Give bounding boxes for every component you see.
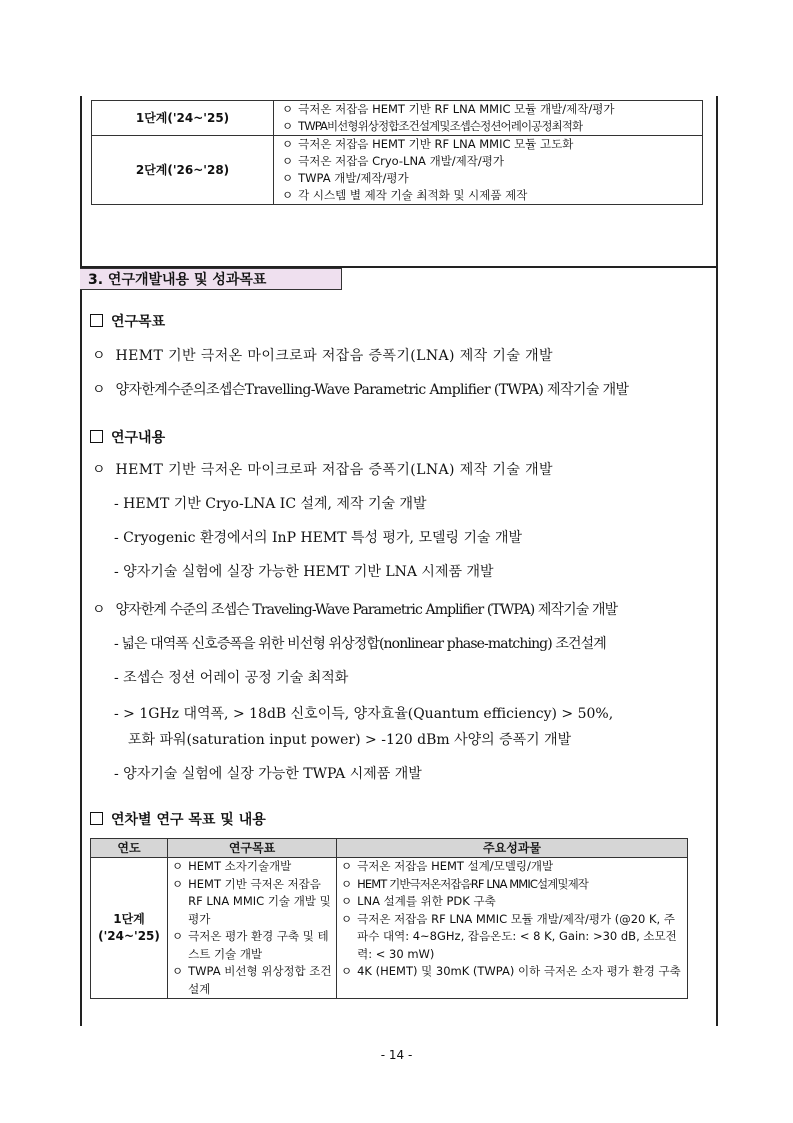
list-item: ㅇ HEMT 기반 극저온 저잡음 RF LNA MMIC 기술 개발 및 평가	[172, 876, 331, 926]
goals-title: 연구목표	[90, 312, 165, 332]
content-subitem: - 양자기술 실험에 실장 가능한 HEMT 기반 LNA 시제품 개발	[114, 564, 494, 580]
column-header: 주요성과물	[337, 839, 688, 858]
phase-table	[91, 100, 703, 205]
goal-item: ㅇ 양자한계수준의조셉슨Travelling-Wave Parametric Amplifier (TWPA) 제작기술 개발	[92, 382, 629, 398]
list-item: ㅇ 극저온 평가 환경 구축 및 테스트 기술 개발	[172, 929, 329, 961]
content-subitem: - 양자기술 실험에 실장 가능한 TWPA 시제품 개발	[114, 766, 422, 782]
content-subitem: - 조셉슨 정션 어레이 공정 기술 최적화	[114, 670, 349, 686]
yearly-table	[90, 838, 688, 999]
content-subitem: 포화 파워(saturation input power) > -120 dBm 사양의 증폭기 개발	[128, 732, 572, 748]
list-item: ㅇ 극저온 저잡음 HEMT 설계/모델링/개발	[341, 859, 554, 873]
table-row	[92, 136, 703, 205]
list-item: ㅇ 각 시스템 별 제작 기술 최적화 및 시제품 제작	[282, 188, 528, 202]
list-item: ㅇ HEMT 기반극저온저잡음RF LNA MMIC설계및제작	[341, 876, 588, 891]
page-border-right	[716, 96, 718, 1026]
content-item: ㅇ 양자한계 수준의 조셉슨 Traveling-Wave Parametric Amplifier (TWPA) 제작기술 개발	[92, 602, 618, 618]
content-subitem: - Cryogenic 환경에서의 InP HEMT 특성 평가, 모델링 기술 개발	[114, 530, 523, 546]
yearly-title: 연차별 연구 목표 및 내용	[90, 810, 266, 830]
phase-cell: 1단계('24~'25)	[92, 101, 274, 136]
outputs-cell	[337, 858, 688, 999]
content-item: ㅇ HEMT 기반 극저온 마이크로파 저잡음 증폭기(LNA) 제작 기술 개발	[92, 462, 553, 478]
content-subitem: - 넓은 대역폭 신호증폭을 위한 비선형 위상정합(nonlinear phase-matching) 조건설계	[114, 636, 606, 652]
page-border-left	[80, 96, 82, 1026]
content-subitem: - > 1GHz 대역폭, > 18dB 신호이득, 양자효율(Quantum efficiency) > 50%,	[114, 706, 614, 722]
checkbox-square-icon	[90, 314, 103, 327]
list-item: ㅇ 극저온 저잡음 Cryo-LNA 개발/제작/평가	[282, 154, 504, 168]
contents-title: 연구내용	[90, 428, 165, 448]
table-row	[91, 858, 688, 999]
list-item: ㅇ LNA 설계를 위한 PDK 구축	[341, 894, 496, 908]
goal-item: ㅇ HEMT 기반 극저온 마이크로파 저잡음 증폭기(LNA) 제작 기술 개발	[92, 348, 553, 364]
list-item: ㅇ TWPA비선형위상정합조건설계및조셉슨정션어레이공정최적화	[282, 119, 583, 133]
checkbox-square-icon	[90, 430, 103, 443]
column-header: 연구목표	[168, 839, 337, 858]
column-header: 연도	[91, 839, 168, 858]
content-subitem: - HEMT 기반 Cryo-LNA IC 설계, 제작 기술 개발	[114, 496, 427, 512]
list-item: ㅇ TWPA 개발/제작/평가	[282, 171, 409, 185]
list-item: ㅇ 극저온 저잡음 HEMT 기반 RF LNA MMIC 모듈 개발/제작/평가	[282, 102, 615, 116]
phase-cell: 2단계('26~'28)	[92, 136, 274, 205]
section-heading: 3. 연구개발내용 및 성과목표	[80, 268, 342, 290]
list-item: ㅇ 극저온 저잡음 HEMT 기반 RF LNA MMIC 모듈 고도화	[282, 137, 574, 151]
page-number: - 14 -	[380, 1048, 413, 1062]
table-row	[92, 101, 703, 136]
list-item: ㅇ TWPA 비선형 위상정합 조건 설계	[172, 964, 332, 996]
list-item: ㅇ HEMT 소자기술개발	[172, 859, 292, 873]
goals-cell	[168, 858, 337, 999]
table-header-row	[91, 839, 688, 858]
list-item: ㅇ 극저온 저잡음 RF LNA MMIC 모듈 개발/제작/평가 (@20 K, 주파수 대역: 4~8GHz, 잡음온도: < 8 K, Gain: >30 dB, 소모전력: < 30 mW)	[341, 911, 677, 961]
phase-cell: 1단계 ('24~'25)	[91, 858, 168, 999]
list-item: ㅇ 4K (HEMT) 및 30mK (TWPA) 이하 극저온 소자 평가 환경 구축	[341, 964, 681, 978]
checkbox-square-icon	[90, 812, 103, 825]
